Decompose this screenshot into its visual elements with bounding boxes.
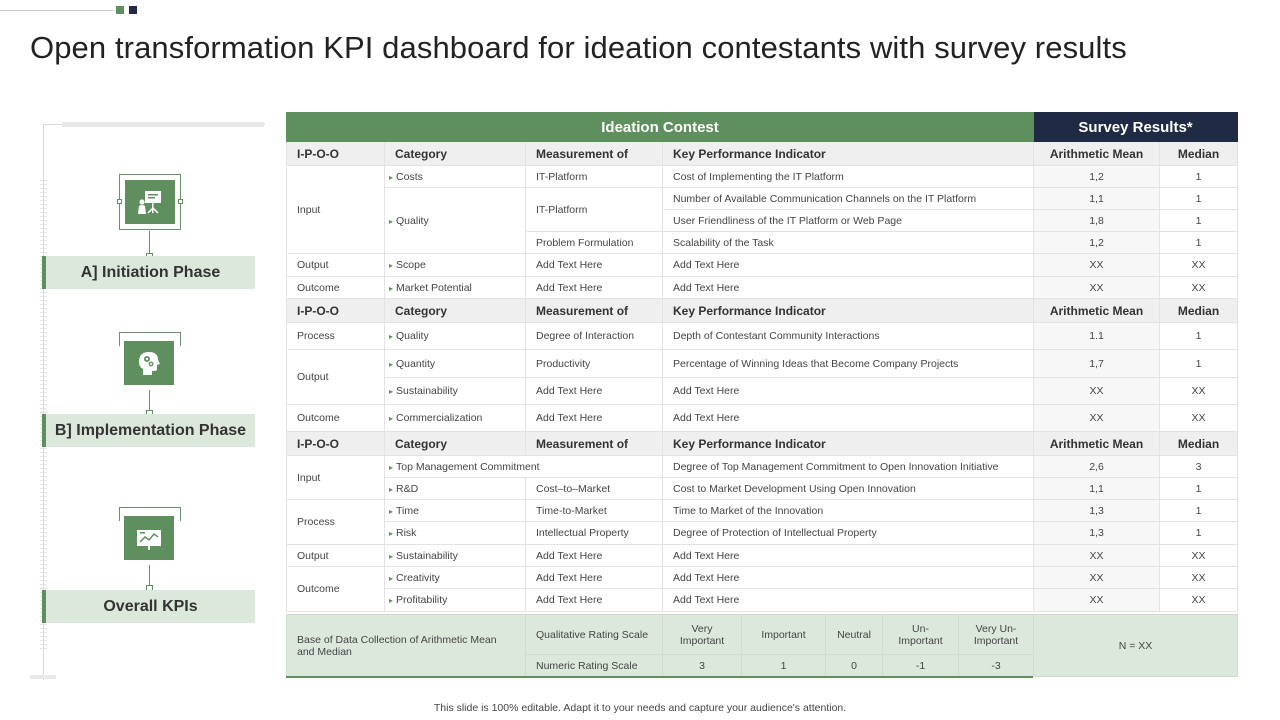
mean-cell: 1,3 xyxy=(1034,522,1160,545)
mean-cell: 2,6 xyxy=(1034,456,1160,478)
kpi-cell: Add Text Here xyxy=(663,277,1034,299)
kpi-cell: Add Text Here xyxy=(663,254,1034,277)
median-cell: 1 xyxy=(1160,166,1238,188)
rating-scale-table xyxy=(286,614,1238,677)
median-cell: 1 xyxy=(1160,188,1238,210)
mean-cell: 1,8 xyxy=(1034,210,1160,232)
median-cell: 1 xyxy=(1160,323,1238,350)
scale-very-important: Very Important xyxy=(663,615,742,655)
kpi-cell: Percentage of Winning Ideas that Become Company Projects xyxy=(663,350,1034,378)
kpi-cell: Degree of Top Management Commitment to Open Innovation Initiative xyxy=(663,456,1034,478)
kpi-cell: Depth of Contestant Community Interactions xyxy=(663,323,1034,350)
category-cell: ▸ R&D xyxy=(385,478,526,500)
presentation-icon xyxy=(125,180,175,224)
table-row xyxy=(287,405,1238,432)
sample-size-cell: N = XX xyxy=(1034,615,1238,677)
mean-cell: 1,3 xyxy=(1034,500,1160,522)
ipoo-cell: Process xyxy=(287,323,385,350)
mean-cell: XX xyxy=(1034,545,1160,567)
value-very-important: 3 xyxy=(663,655,742,677)
mean-cell: 1,2 xyxy=(1034,166,1160,188)
measurement-cell: Add Text Here xyxy=(526,567,663,589)
measurement-cell: Add Text Here xyxy=(526,545,663,567)
category-cell: ▸ Risk xyxy=(385,522,526,545)
measurement-cell: Time-to-Market xyxy=(526,500,663,522)
overall-connector xyxy=(149,565,150,589)
col-median: Median xyxy=(1160,142,1238,166)
kpi-cell: Add Text Here xyxy=(663,545,1034,567)
kpi-cell: User Friendliness of the IT Platform or Web Page xyxy=(663,210,1034,232)
measurement-cell: Problem Formulation xyxy=(526,232,663,254)
initiation-icon-frame xyxy=(119,174,181,230)
col-mean: Arithmetic Mean xyxy=(1034,299,1160,323)
category-cell: ▸ Time xyxy=(385,500,526,522)
median-cell: 1 xyxy=(1160,350,1238,378)
category-cell: ▸ Quality xyxy=(385,188,526,254)
ideation-contest-header: Ideation Contest xyxy=(287,113,1034,142)
phase-overall-kpis: Overall KPIs xyxy=(42,590,255,623)
table-bottom-rule xyxy=(286,676,1033,678)
chart-board-icon xyxy=(124,516,174,560)
category-cell: ▸ Creativity xyxy=(385,567,526,589)
measurement-cell: Add Text Here xyxy=(526,589,663,612)
table-row xyxy=(287,323,1238,350)
median-cell: XX xyxy=(1160,277,1238,299)
column-header-row xyxy=(287,142,1238,166)
col-category: Category xyxy=(385,299,526,323)
measurement-cell: Add Text Here xyxy=(526,405,663,432)
median-cell: XX xyxy=(1160,567,1238,589)
median-cell: 1 xyxy=(1160,522,1238,545)
table-row xyxy=(287,522,1238,545)
median-cell: 3 xyxy=(1160,456,1238,478)
numeric-scale-label: Numeric Rating Scale xyxy=(526,655,663,677)
column-header-row xyxy=(287,299,1238,323)
phase-initiation: A] Initiation Phase xyxy=(42,256,255,289)
table-row xyxy=(287,545,1238,567)
table-row xyxy=(287,378,1238,405)
table-row xyxy=(287,500,1238,522)
kpi-cell: Degree of Protection of Intellectual Property xyxy=(663,522,1034,545)
table-row xyxy=(287,478,1238,500)
category-cell: ▸ Top Management Commitment xyxy=(385,456,663,478)
scale-very-un-important: Very Un-Important xyxy=(959,615,1034,655)
measurement-cell: Add Text Here xyxy=(526,277,663,299)
measurement-cell: Degree of Interaction xyxy=(526,323,663,350)
col-category: Category xyxy=(385,142,526,166)
median-cell: XX xyxy=(1160,405,1238,432)
top-rule xyxy=(0,10,114,11)
kpi-cell: Time to Market of the Innovation xyxy=(663,500,1034,522)
kpi-cell: Add Text Here xyxy=(663,589,1034,612)
ipoo-cell: Input xyxy=(287,166,385,254)
measurement-cell: IT-Platform xyxy=(526,188,663,232)
col-measurement: Measurement of xyxy=(526,299,663,323)
col-ipoo: I-P-O-O xyxy=(287,299,385,323)
kpi-table xyxy=(286,112,1238,612)
median-cell: 1 xyxy=(1160,210,1238,232)
base-of-data-label: Base of Data Collection of Arithmetic Mean and Median xyxy=(287,615,526,677)
category-cell: ▸ Sustainability xyxy=(385,545,526,567)
col-category: Category xyxy=(385,432,526,456)
implementation-connector xyxy=(149,390,150,414)
col-measurement: Measurement of xyxy=(526,432,663,456)
scale-important: Important xyxy=(742,615,826,655)
median-cell: XX xyxy=(1160,378,1238,405)
kpi-cell: Add Text Here xyxy=(663,378,1034,405)
value-un-important: -1 xyxy=(883,655,959,677)
category-cell: ▸ Scope xyxy=(385,254,526,277)
table-row xyxy=(287,456,1238,478)
kpi-cell: Scalability of the Task xyxy=(663,232,1034,254)
table-row xyxy=(287,166,1238,188)
col-measurement: Measurement of xyxy=(526,142,663,166)
col-mean: Arithmetic Mean xyxy=(1034,142,1160,166)
ipoo-cell: Process xyxy=(287,500,385,545)
mean-cell: 1,7 xyxy=(1034,350,1160,378)
kpi-cell: Cost of Implementing the IT Platform xyxy=(663,166,1034,188)
mean-cell: XX xyxy=(1034,378,1160,405)
ipoo-cell: Output xyxy=(287,350,385,405)
table-row xyxy=(287,589,1238,612)
category-cell: ▸ Sustainability xyxy=(385,378,526,405)
category-cell: ▸ Quantity xyxy=(385,350,526,378)
median-cell: 1 xyxy=(1160,500,1238,522)
page-title: Open transformation KPI dashboard for ideation contestants with survey results xyxy=(30,30,1127,65)
col-ipoo: I-P-O-O xyxy=(287,432,385,456)
mean-cell: 1,1 xyxy=(1034,478,1160,500)
initiation-connector xyxy=(149,231,150,256)
median-cell: XX xyxy=(1160,254,1238,277)
category-cell: ▸ Costs xyxy=(385,166,526,188)
implementation-icon-frame xyxy=(119,336,181,392)
value-neutral: 0 xyxy=(826,655,883,677)
category-cell: ▸ Quality xyxy=(385,323,526,350)
col-kpi: Key Performance Indicator xyxy=(663,432,1034,456)
overall-icon-frame xyxy=(119,511,181,567)
ipoo-cell: Outcome xyxy=(287,405,385,432)
footer-note: This slide is 100% editable. Adapt it to your needs and capture your audience's attention. xyxy=(433,702,847,714)
col-median: Median xyxy=(1160,432,1238,456)
survey-results-header: Survey Results* xyxy=(1034,113,1238,142)
measurement-cell: Productivity xyxy=(526,350,663,378)
measurement-cell: IT-Platform xyxy=(526,166,663,188)
table-row xyxy=(287,567,1238,589)
kpi-cell: Add Text Here xyxy=(663,405,1034,432)
mean-cell: XX xyxy=(1034,254,1160,277)
kpi-cell: Add Text Here xyxy=(663,567,1034,589)
mean-cell: 1.1 xyxy=(1034,323,1160,350)
column-header-row xyxy=(287,432,1238,456)
measurement-cell: Intellectual Property xyxy=(526,522,663,545)
category-cell: ▸ Commercialization xyxy=(385,405,526,432)
col-kpi: Key Performance Indicator xyxy=(663,299,1034,323)
head-gears-icon xyxy=(124,341,174,385)
col-ipoo: I-P-O-O xyxy=(287,142,385,166)
mean-cell: 1,2 xyxy=(1034,232,1160,254)
left-bottom-bar xyxy=(30,675,56,679)
mean-cell: 1,1 xyxy=(1034,188,1160,210)
col-median: Median xyxy=(1160,299,1238,323)
mean-cell: XX xyxy=(1034,277,1160,299)
median-cell: XX xyxy=(1160,589,1238,612)
value-very-un-important: -3 xyxy=(959,655,1034,677)
median-cell: 1 xyxy=(1160,232,1238,254)
median-cell: XX xyxy=(1160,545,1238,567)
scale-un-important: Un-Important xyxy=(883,615,959,655)
ipoo-cell: Output xyxy=(287,545,385,567)
measurement-cell: Add Text Here xyxy=(526,378,663,405)
category-cell: ▸ Market Potential xyxy=(385,277,526,299)
table-row xyxy=(287,350,1238,378)
ipoo-cell: Input xyxy=(287,456,385,500)
scale-neutral: Neutral xyxy=(826,615,883,655)
mean-cell: XX xyxy=(1034,405,1160,432)
table-row xyxy=(287,254,1238,277)
accent-square-navy xyxy=(129,6,137,14)
table-row xyxy=(287,188,1238,210)
col-mean: Arithmetic Mean xyxy=(1034,432,1160,456)
qualitative-row xyxy=(287,615,1238,655)
measurement-cell: Add Text Here xyxy=(526,254,663,277)
kpi-cell: Cost to Market Development Using Open Innovation xyxy=(663,478,1034,500)
value-important: 1 xyxy=(742,655,826,677)
median-cell: 1 xyxy=(1160,478,1238,500)
category-cell: ▸ Profitability xyxy=(385,589,526,612)
ipoo-cell: Outcome xyxy=(287,567,385,612)
left-top-bar xyxy=(62,122,264,127)
qualitative-scale-label: Qualitative Rating Scale xyxy=(526,615,663,655)
ipoo-cell: Output xyxy=(287,254,385,277)
ipoo-cell: Outcome xyxy=(287,277,385,299)
mean-cell: XX xyxy=(1034,567,1160,589)
measurement-cell: Cost–to–Market xyxy=(526,478,663,500)
table-row xyxy=(287,277,1238,299)
col-kpi: Key Performance Indicator xyxy=(663,142,1034,166)
mean-cell: XX xyxy=(1034,589,1160,612)
phase-implementation: B] Implementation Phase xyxy=(42,414,255,447)
kpi-cell: Number of Available Communication Channels on the IT Platform xyxy=(663,188,1034,210)
accent-square-green xyxy=(116,6,124,14)
